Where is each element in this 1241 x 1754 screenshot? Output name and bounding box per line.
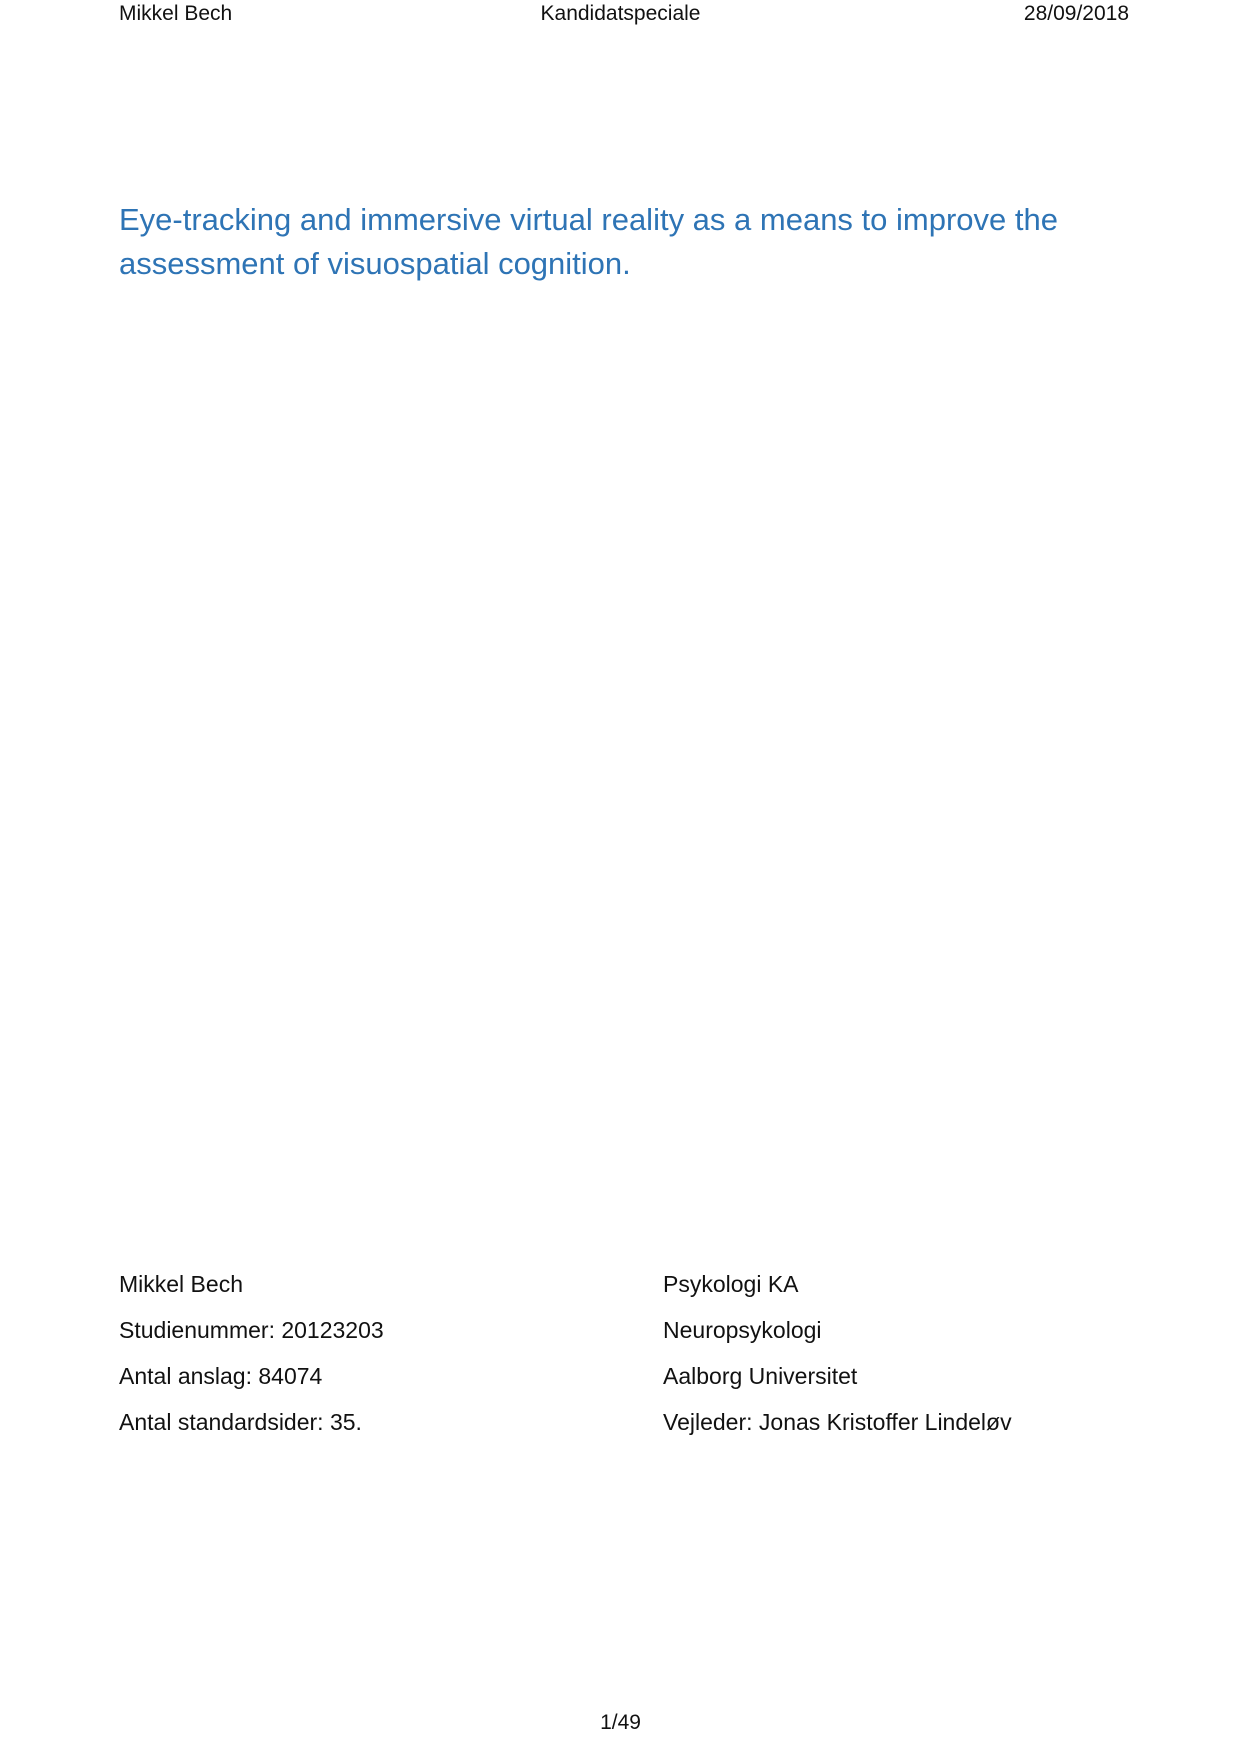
header-document-type: Kandidatspeciale	[540, 2, 701, 25]
student-number: Studienummer: 20123203	[119, 1317, 384, 1343]
program-name: Psykologi KA	[663, 1271, 799, 1297]
specialization: Neuropsykologi	[663, 1317, 822, 1343]
program-info	[663, 1261, 1183, 1445]
document-title: Eye-tracking and immersive virtual reality as a means to improve the assessment of visuospatial cognition.	[119, 202, 1058, 281]
supervisor: Vejleder: Jonas Kristoffer Lindeløv	[663, 1409, 1012, 1435]
standard-page-count: Antal standardsider: 35.	[119, 1409, 362, 1435]
student-name: Mikkel Bech	[119, 1271, 243, 1297]
student-info	[119, 1261, 619, 1445]
page-number: 1/49	[600, 1711, 641, 1734]
university: Aalborg Universitet	[663, 1363, 858, 1389]
header-author: Mikkel Bech	[119, 2, 233, 25]
header-date: 28/09/2018	[1023, 2, 1129, 25]
character-count: Antal anslag: 84074	[119, 1363, 323, 1389]
